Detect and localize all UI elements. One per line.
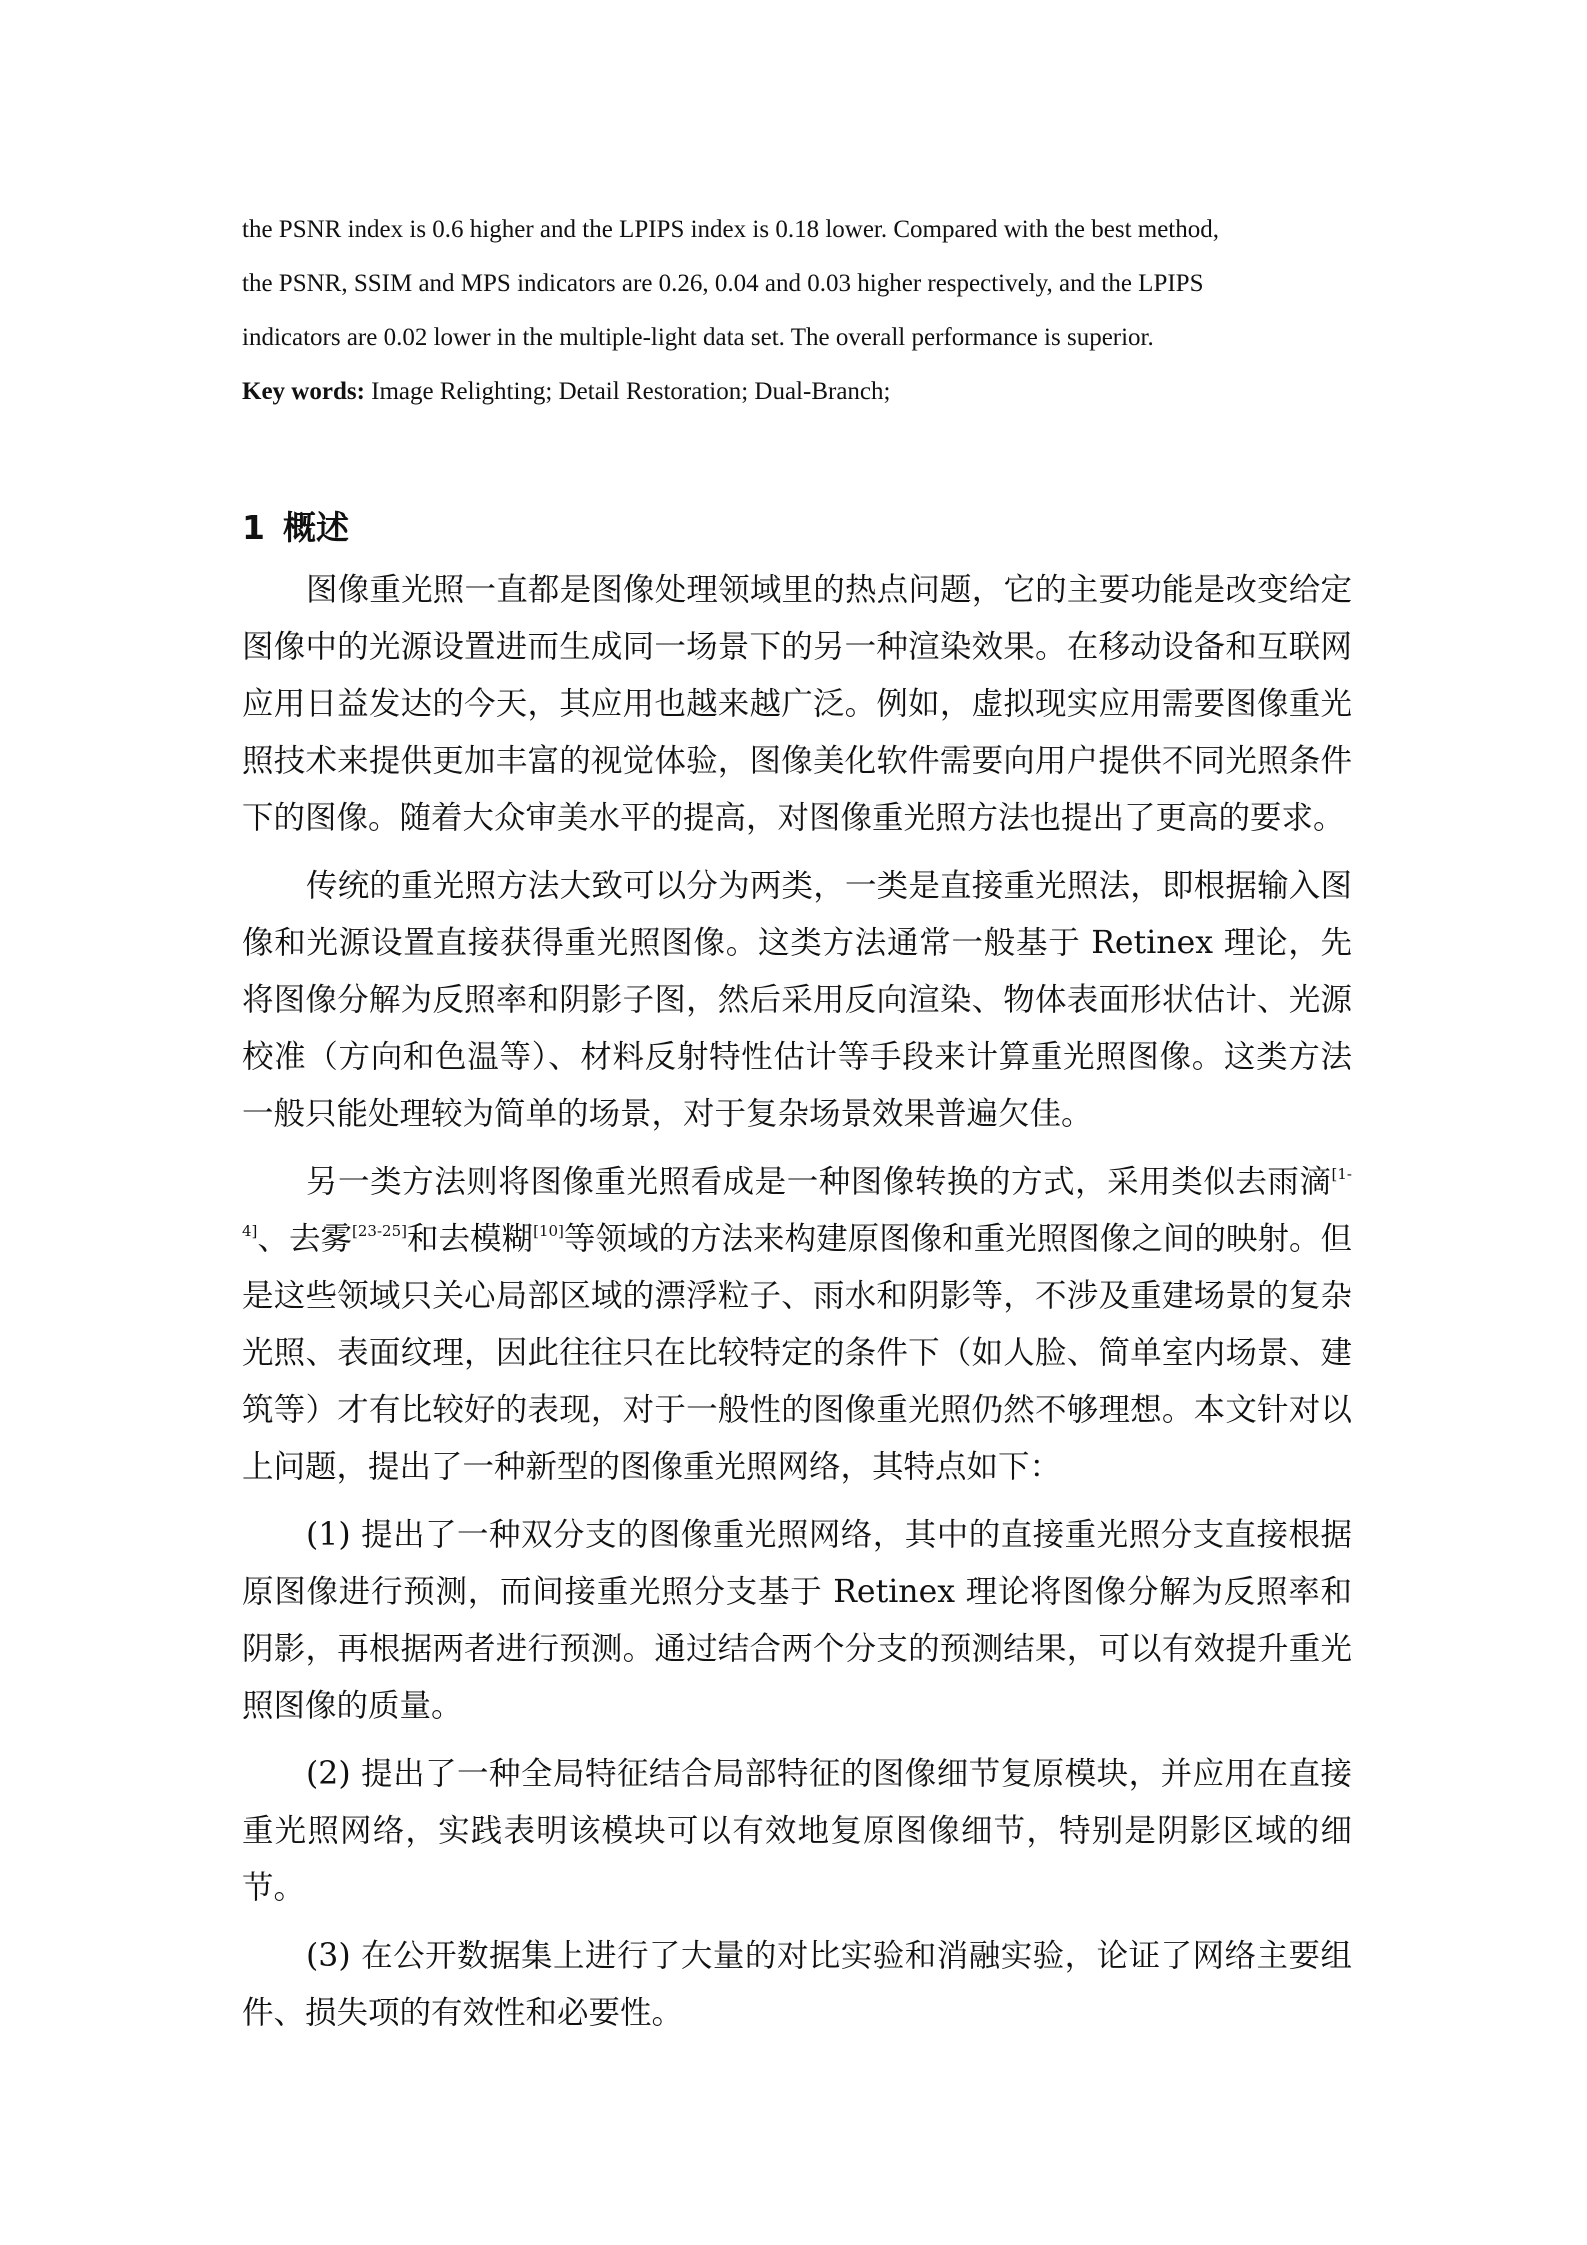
abstract-line: indicators are 0.02 lower in the multiple-light data set. The overall performance is superior. [242,324,1154,351]
section-body [242,562,1352,2053]
paragraph-traditional-methods: 传统的重光照方法大致可以分为两类，一类是直接重光照法，即根据输入图像和光源设置直接获得重光照图像。这类方法通常一般基于 Retinex 理论，先将图像分解为反照率和阴影子图，然后采用反向渲染、物体表面形状估计、光源校准（方向和色温等）、材料反射特性估计等手段来计算重光照图像。这类方法一般只能处理较为简单的场景，对于复杂场景效果普遍欠佳。 [242,868,1352,1132]
citation[interactable]: [10] [533,1222,564,1240]
section-number: 1 [242,508,265,547]
text-segment: 和去模糊 [406,1221,534,1257]
paragraph-intro: 图像重光照一直都是图像处理领域里的热点问题，它的主要功能是改变给定图像中的光源设置进而生成同一场景下的另一种渲染效果。在移动设备和互联网应用日益发达的今天，其应用也越来越广泛。例如，虚拟现实应用需要图像重光照技术来提供更加丰富的视觉体验，图像美化软件需要向用户提供不同光照条件下的图像。随着大众审美水平的提高，对图像重光照方法也提出了更高的要求。 [242,572,1352,836]
citation[interactable]: [1-4] [242,1165,1352,1240]
section-heading [242,498,349,558]
keywords-text: Image Relighting; Detail Restoration; Dual-Branch; [364,378,891,405]
text-segment: 、去雾 [257,1221,353,1257]
text-segment: 另一类方法则将图像重光照看成是一种图像转换的方式，采用类似去雨滴 [306,1164,1332,1200]
keywords-line [242,365,1350,419]
citation[interactable]: [23-25] [352,1222,407,1240]
abstract-line: the PSNR, SSIM and MPS indicators are 0.26, 0.04 and 0.03 higher respectively, and the LPIPS [242,270,1204,297]
paragraph-translation-methods [242,1154,1352,1496]
abstract-continuation [242,203,1350,419]
contribution-item-1: (1) 提出了一种双分支的图像重光照网络，其中的直接重光照分支直接根据原图像进行预测，而间接重光照分支基于 Retinex 理论将图像分解为反照率和阴影，再根据两者进行预测。通过结合两个分支的预测结果，可以有效提升重光照图像的质量。 [242,1517,1352,1724]
keywords-label: Key words: [242,378,365,405]
contribution-item-3: (3) 在公开数据集上进行了大量的对比实验和消融实验，论证了网络主要组件、损失项的有效性和必要性。 [242,1938,1352,2031]
abstract-line: the PSNR index is 0.6 higher and the LPIPS index is 0.18 lower. Compared with the best method, [242,216,1220,243]
section-title-text: 概述 [282,508,349,547]
contribution-item-2: (2) 提出了一种全局特征结合局部特征的图像细节复原模块，并应用在直接重光照网络，实践表明该模块可以有效地复原图像细节，特别是阴影区域的细节。 [242,1756,1352,1906]
text-segment: 等领域的方法来构建原图像和重光照图像之间的映射。但是这些领域只关心局部区域的漂浮粒子、雨水和阴影等，不涉及重建场景的复杂光照、表面纹理，因此往往只在比较特定的条件下（如人脸、简单室内场景、建筑等）才有比较好的表现，对于一般性的图像重光照仍然不够理想。本文针对以上问题，提出了一种新型的图像重光照网络，其特点如下： [242,1221,1352,1485]
